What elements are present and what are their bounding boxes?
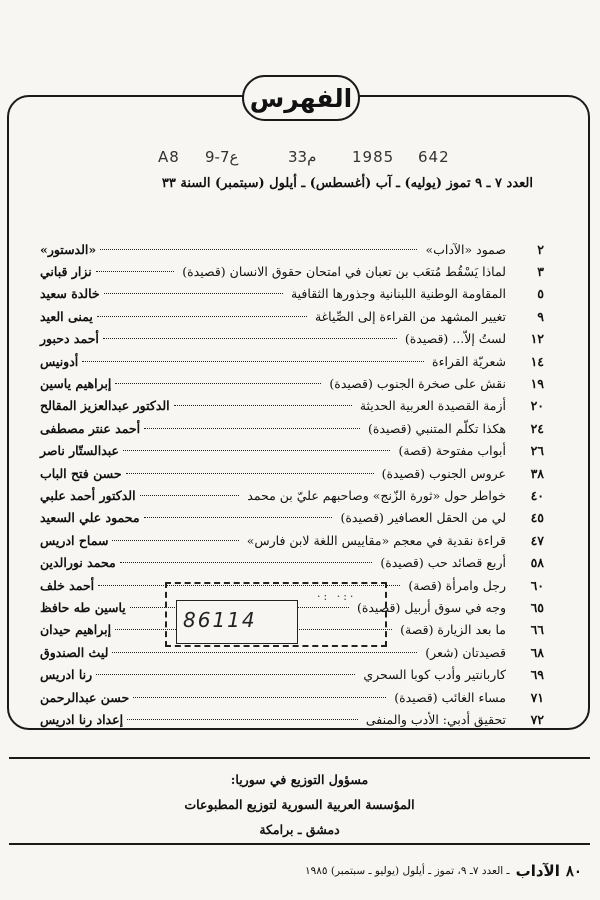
toc-title: عروس الجنوب (قصيدة) [381,465,506,481]
toc-author: حسن عبدالرحمن [40,689,130,705]
toc-leader-dots [115,383,321,384]
toc-entry [40,395,544,417]
stamp-box [176,600,298,644]
toc-entry [40,372,544,394]
toc-author: الدكتور عبدالعزيز المقالح [40,398,170,414]
toc-author: عبدالستّار ناصر [40,443,119,459]
page-footer [305,862,582,880]
toc-leader-dots [123,450,390,451]
toc-entry [40,462,544,484]
footer-magazine-name: الآداب [515,862,560,880]
toc-title: لي من الحقل العصافير (قصيدة) [340,510,506,526]
toc-leader-dots [126,473,374,474]
toc-author: رنا ادريس [40,667,93,683]
toc-leader-dots [144,517,333,518]
toc-page-number: ١٩ [530,376,544,392]
footer-page-number: ٨٠ [565,862,582,880]
toc-leader-dots [112,652,417,653]
handwritten-note-1: A8 [158,148,180,166]
toc-page-number: ٦٩ [530,667,544,683]
toc-title: وجه في سوق أربيل (قصيدة) [356,599,506,615]
toc-author: حسن فتح الباب [40,465,122,481]
toc-author: إبراهيم حيدان [40,622,112,638]
toc-entry [40,350,544,372]
toc-leader-dots [103,338,397,339]
toc-page-number: ٣٨ [530,465,544,481]
toc-page-number: ٧٢ [530,711,544,727]
toc-title: ما بعد الزيارة (قصة) [400,622,506,638]
toc-leader-dots [96,674,355,675]
toc-author: سماح ادريس [40,532,109,548]
toc-page-number: ٧١ [530,689,544,705]
toc-leader-dots [112,540,238,541]
toc-entry [40,305,544,327]
toc-title: لستُ إلاّ... (قصيدة) [404,331,506,347]
toc-title: خواطر حول «ثورة الزّنج» وصاحبهم عليّ بن محمد [247,487,506,503]
toc-author: «الدستور» [40,241,97,257]
toc-author: إبراهيم ياسين [40,376,112,392]
toc-entry [40,708,544,730]
toc-entry [40,283,544,305]
toc-title: لماذا يَسْقُط مُتعَب بن تعبان في امتحان حقوق الانسان (قصيدة) [182,264,506,280]
issue-line: العدد ٧ ـ ٩ تموز (يوليه) ـ آب (أغسطس) ـ أيلول (سبتمبر) السنة ٣٣ [161,176,533,191]
toc-title: نقش على صخرة الجنوب (قصيدة) [329,376,506,392]
table-of-contents [40,238,544,731]
toc-page-number: ٦٠ [530,577,544,593]
distribution-company: المؤسسة العربية السورية لتوزيع المطبوعات [184,797,415,812]
toc-author: محمد نورالدين [40,555,116,571]
toc-author: ليث الصندوق [40,644,109,660]
toc-page-number: ٥ [537,286,544,302]
toc-entry [40,507,544,529]
toc-page-number: ٤٠ [530,487,544,503]
toc-entry [40,484,544,506]
toc-entry [40,529,544,551]
toc-page-number: ٦٥ [530,599,544,615]
toc-page-number: ٤٧ [530,532,544,548]
toc-author: إعداد رنا ادريس [40,711,124,727]
toc-leader-dots [100,249,417,250]
toc-entry [40,663,544,685]
toc-title: المقاومة الوطنية اللبنانية وجذورها الثقافية [290,286,506,302]
toc-leader-dots [127,719,358,720]
toc-leader-dots [104,293,283,294]
toc-author: ياسين طه حافظ [40,599,126,615]
toc-title: كاربانتير وأدب كوبا السحري [363,667,506,683]
toc-leader-dots [174,405,352,406]
toc-page-number: ٦٨ [530,644,544,660]
toc-leader-dots [82,361,424,362]
toc-title: مساء الغائب (قصيدة) [394,689,506,705]
toc-title: تحقيق أدبي: الأدب والمنفى [365,711,506,727]
toc-leader-dots [133,697,386,698]
toc-entry [40,260,544,282]
toc-page-number: ٢٦ [530,443,544,459]
toc-page-number: ١٢ [530,331,544,347]
toc-author: الدكتور أحمد علبي [40,487,136,503]
toc-entry [40,417,544,439]
toc-entry [40,686,544,708]
toc-author: خالدة سعيد [40,286,100,302]
toc-author: أحمد خلف [40,577,95,593]
handwritten-note-4: 1985 [352,148,395,166]
toc-title: رجل وامرأة (قصة) [408,577,506,593]
toc-entry [40,440,544,462]
toc-page-number: ٢٠ [530,398,544,414]
toc-title: أبواب مفتوحة (قصة) [398,443,506,459]
toc-page-number: ٤٥ [530,510,544,526]
toc-title: تغيير المشهد من القراءة إلى الصِّياغة [314,308,506,324]
toc-title: صمود «الآداب» [425,241,506,257]
distribution-heading: مسؤول التوزيع في سوريا: [230,772,369,787]
toc-page-number: ٩ [537,308,544,324]
toc-author: يمنى العيد [40,308,93,324]
toc-leader-dots [144,428,360,429]
distribution-city: دمشق ـ برامكة [259,822,340,837]
handwritten-note-3: 33م [288,148,317,166]
toc-entry [40,328,544,350]
toc-title: هكذا تكلّم المتنبي (قصيدة) [368,420,506,436]
toc-entry [40,551,544,573]
toc-author: أدونيس [40,353,79,369]
toc-title: شعريّة القراءة [432,353,506,369]
toc-entry [40,238,544,260]
handwritten-note-2: 9-7ع [205,148,239,166]
toc-leader-dots [96,271,175,272]
toc-title: أربع قصائد حب (قصيدة) [380,555,506,571]
stamp-number: 86114 [183,608,257,632]
toc-page-number: ٢٤ [530,420,544,436]
toc-author: محمود علي السعيد [40,510,140,526]
toc-leader-dots [97,316,307,317]
toc-page-number: ١٤ [530,353,544,369]
toc-title: قراءة نقدية في معجم «مقاييس اللغة لابن فارس» [246,532,506,548]
toc-author: نزار قباني [40,264,92,280]
toc-page-number: ٣ [537,264,544,280]
page-title: الفهرس [242,75,360,121]
distribution-box [9,757,590,845]
toc-author: أحمد دحبور [40,331,99,347]
toc-leader-dots [140,495,240,496]
toc-page-number: ٥٨ [530,555,544,571]
toc-leader-dots [120,562,373,563]
toc-author: أحمد عنتر مصطفى [40,420,141,436]
toc-page-number: ٦٦ [530,622,544,638]
stamp-dots: ·: ·:· [317,590,357,603]
handwritten-note-5: 642 [418,148,450,166]
library-stamp [165,582,387,647]
toc-title: قصيدتان (شعر) [425,644,506,660]
toc-title: أزمة القصيدة العربية الحديثة [359,398,506,414]
footer-issue-info: ـ العدد ٧ـ ٩، تموز ـ أيلول (يوليو ـ سبتمبر) ١٩٨٥ [304,865,510,877]
toc-page-number: ٢ [537,241,544,257]
